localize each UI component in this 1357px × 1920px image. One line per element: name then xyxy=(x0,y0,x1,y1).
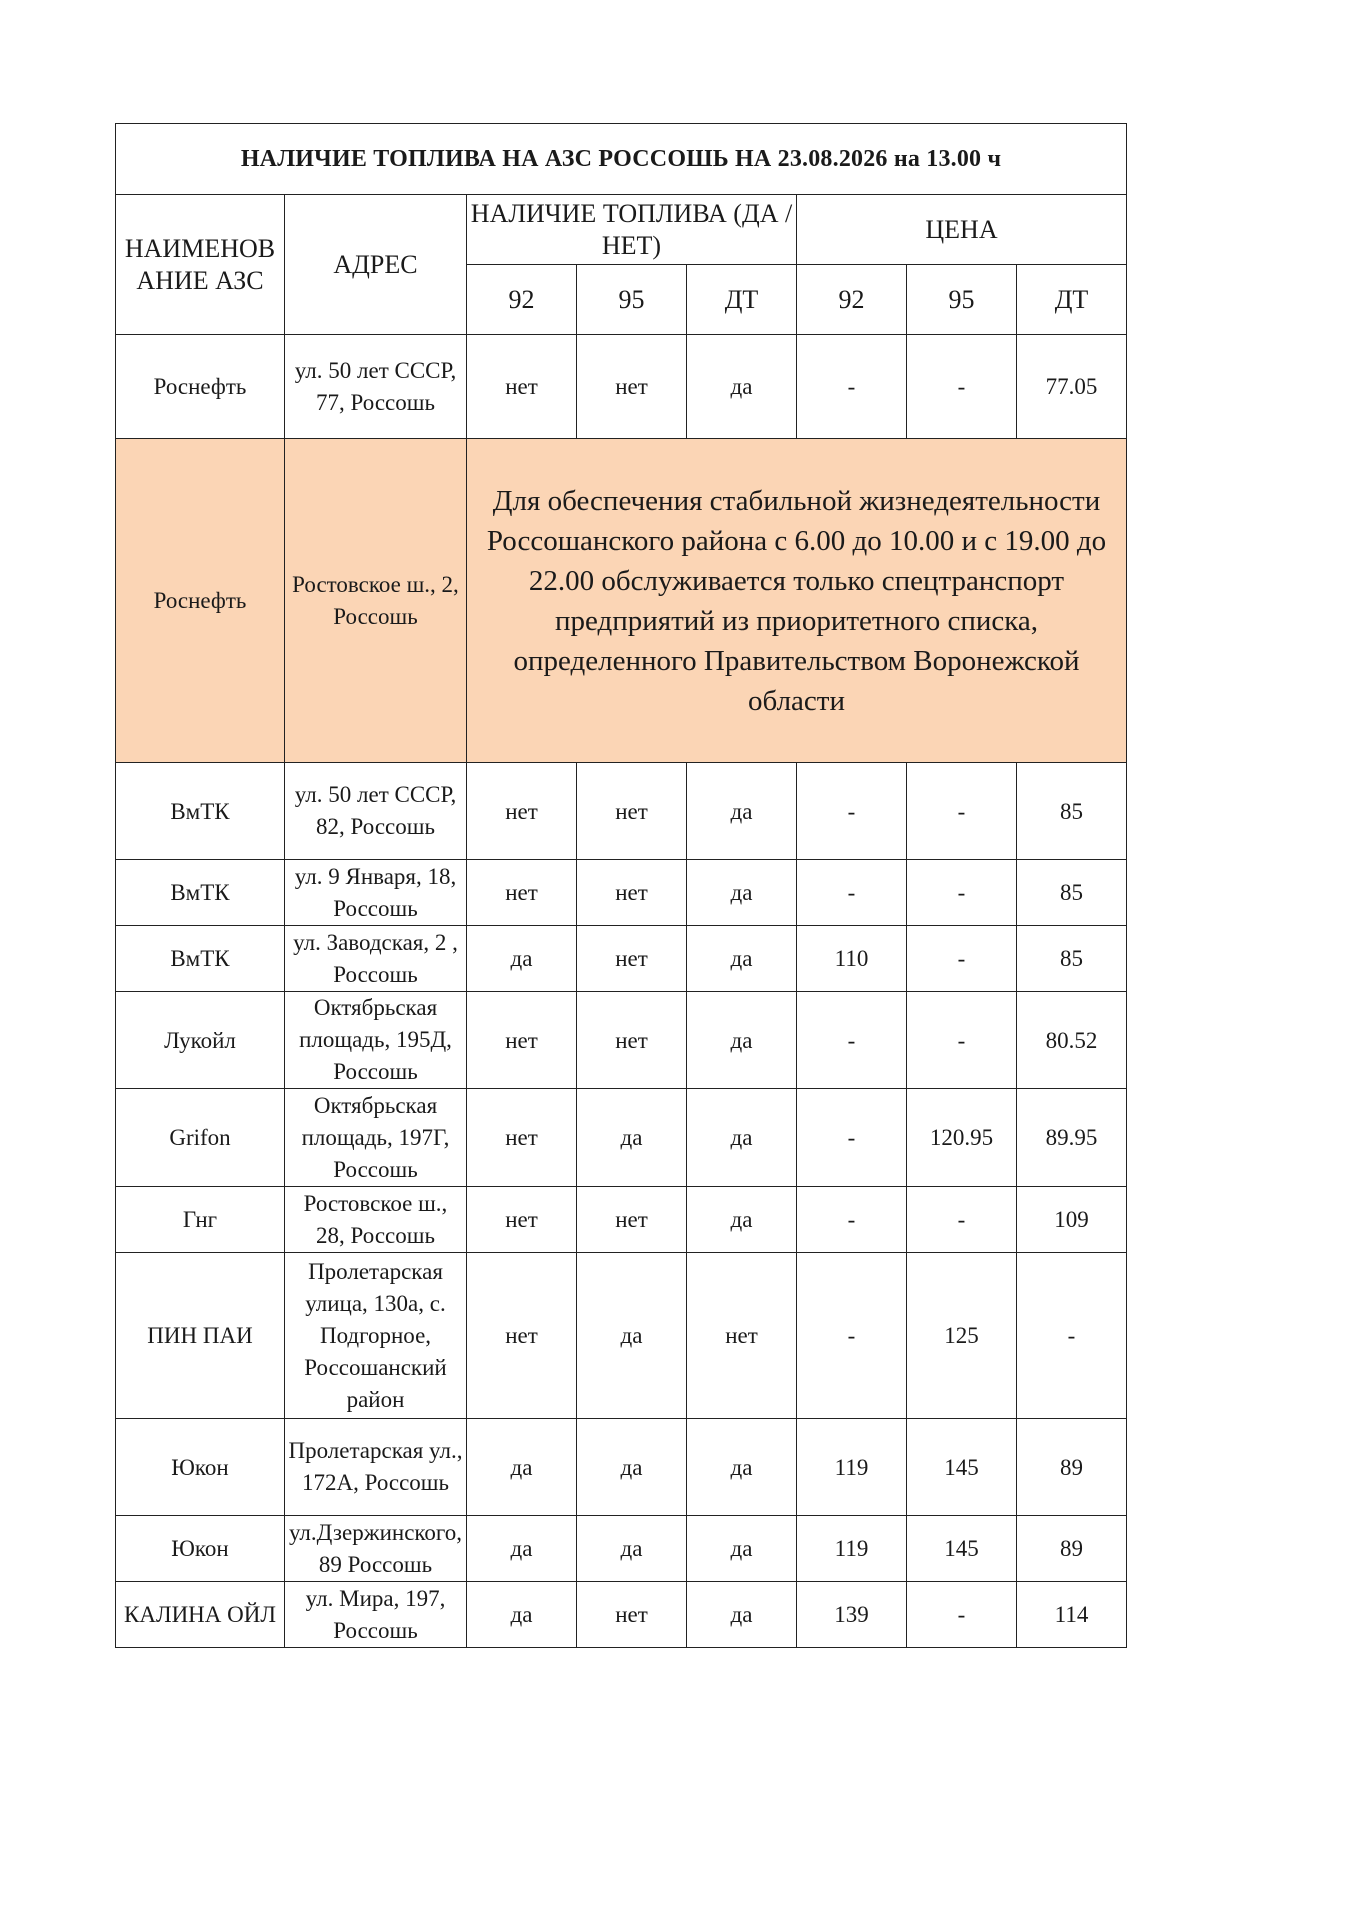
cell-avail-95: нет xyxy=(577,1582,687,1648)
cell-price-92: - xyxy=(797,860,907,926)
station-name: Лукойл xyxy=(116,992,285,1089)
station-address: Пролетарская улица, 130а, с. Подгорное, Россошанский район xyxy=(285,1253,467,1419)
table-row xyxy=(116,763,1127,860)
subheader-price-95: 95 xyxy=(907,265,1017,335)
station-address: Октябрьская площадь, 197Г, Россошь xyxy=(285,1089,467,1187)
cell-price-95: 120.95 xyxy=(907,1089,1017,1187)
cell-price-92: - xyxy=(797,1253,907,1419)
table-row xyxy=(116,926,1127,992)
cell-avail-dt: да xyxy=(687,335,797,439)
cell-price-dt: 109 xyxy=(1017,1187,1127,1253)
station-address: Ростовское ш., 2, Россошь xyxy=(285,439,467,763)
cell-price-92: 110 xyxy=(797,926,907,992)
service-notice: Для обеспечения стабильной жизнедеятельности Россошанского района с 6.00 до 10.00 и с 19.00 до 22.00 обслуживается только спецтранспорт предприятий из приоритетного списка, определенного Правительством Воронежской области xyxy=(467,439,1127,763)
fuel-table xyxy=(115,123,1127,1648)
station-name: Юкон xyxy=(116,1516,285,1582)
cell-price-92: - xyxy=(797,1187,907,1253)
station-name: Гнг xyxy=(116,1187,285,1253)
subheader-price-92: 92 xyxy=(797,265,907,335)
cell-avail-dt: да xyxy=(687,860,797,926)
cell-price-dt: 89.95 xyxy=(1017,1089,1127,1187)
station-name: ВмТК xyxy=(116,763,285,860)
cell-price-dt: - xyxy=(1017,1253,1127,1419)
cell-price-dt: 85 xyxy=(1017,860,1127,926)
cell-avail-95: нет xyxy=(577,860,687,926)
cell-avail-95: да xyxy=(577,1516,687,1582)
cell-avail-95: нет xyxy=(577,335,687,439)
station-name: КАЛИНА ОЙЛ xyxy=(116,1582,285,1648)
cell-price-95: 145 xyxy=(907,1516,1017,1582)
cell-avail-92: нет xyxy=(467,1187,577,1253)
table-row xyxy=(116,1253,1127,1419)
cell-avail-dt: да xyxy=(687,763,797,860)
cell-price-95: 125 xyxy=(907,1253,1017,1419)
cell-price-95: - xyxy=(907,926,1017,992)
header-address: АДРЕС xyxy=(285,195,467,335)
cell-avail-95: да xyxy=(577,1089,687,1187)
cell-avail-92: да xyxy=(467,926,577,992)
cell-avail-92: да xyxy=(467,1419,577,1516)
cell-avail-95: нет xyxy=(577,763,687,860)
header-station-name: НАИМЕНОВАНИЕ АЗС xyxy=(116,195,285,335)
table-row xyxy=(116,860,1127,926)
station-address: Октябрьская площадь, 195Д, Россошь xyxy=(285,992,467,1089)
table-row xyxy=(116,1419,1127,1516)
cell-avail-92: да xyxy=(467,1582,577,1648)
cell-avail-92: нет xyxy=(467,335,577,439)
station-name: Юкон xyxy=(116,1419,285,1516)
cell-avail-dt: да xyxy=(687,1419,797,1516)
subheader-avail-92: 92 xyxy=(467,265,577,335)
cell-avail-dt: да xyxy=(687,1187,797,1253)
cell-price-dt: 114 xyxy=(1017,1582,1127,1648)
cell-avail-95: да xyxy=(577,1419,687,1516)
subheader-avail-95: 95 xyxy=(577,265,687,335)
header-price: ЦЕНА xyxy=(797,195,1127,265)
cell-price-95: 145 xyxy=(907,1419,1017,1516)
subheader-price-dt: ДТ xyxy=(1017,265,1127,335)
cell-avail-dt: нет xyxy=(687,1253,797,1419)
table-row xyxy=(116,335,1127,439)
station-address: ул.Дзержинского, 89 Россошь xyxy=(285,1516,467,1582)
cell-price-95: - xyxy=(907,860,1017,926)
table-title: НАЛИЧИЕ ТОПЛИВА НА АЗС РОССОШЬ НА 23.08.2026 на 13.00 ч xyxy=(116,124,1127,195)
cell-avail-95: нет xyxy=(577,992,687,1089)
cell-avail-dt: да xyxy=(687,1516,797,1582)
cell-price-92: 119 xyxy=(797,1516,907,1582)
cell-price-95: - xyxy=(907,992,1017,1089)
header-row xyxy=(116,195,1127,265)
cell-avail-92: нет xyxy=(467,860,577,926)
station-address: ул. 50 лет СССР, 82, Россошь xyxy=(285,763,467,860)
cell-avail-92: да xyxy=(467,1516,577,1582)
station-name: ВмТК xyxy=(116,926,285,992)
table-row xyxy=(116,1089,1127,1187)
station-address: ул. Заводская, 2 , Россошь xyxy=(285,926,467,992)
cell-price-92: 119 xyxy=(797,1419,907,1516)
cell-price-92: - xyxy=(797,335,907,439)
fuel-availability-sheet xyxy=(115,123,1126,1648)
table-row xyxy=(116,1516,1127,1582)
cell-price-95: - xyxy=(907,1582,1017,1648)
cell-avail-dt: да xyxy=(687,992,797,1089)
station-address: ул. Мира, 197, Россошь xyxy=(285,1582,467,1648)
station-name: ВмТК xyxy=(116,860,285,926)
cell-price-95: - xyxy=(907,335,1017,439)
subheader-avail-dt: ДТ xyxy=(687,265,797,335)
cell-price-dt: 89 xyxy=(1017,1419,1127,1516)
station-name: Роснефть xyxy=(116,439,285,763)
station-address: Ростовское ш., 28, Россошь xyxy=(285,1187,467,1253)
station-address: Пролетарская ул., 172А, Россошь xyxy=(285,1419,467,1516)
title-row xyxy=(116,124,1127,195)
notice-row xyxy=(116,439,1127,763)
cell-avail-dt: да xyxy=(687,1582,797,1648)
cell-price-92: - xyxy=(797,763,907,860)
station-name: ПИН ПАИ xyxy=(116,1253,285,1419)
cell-price-dt: 77.05 xyxy=(1017,335,1127,439)
cell-price-92: 139 xyxy=(797,1582,907,1648)
cell-avail-92: нет xyxy=(467,763,577,860)
cell-price-95: - xyxy=(907,763,1017,860)
cell-avail-dt: да xyxy=(687,1089,797,1187)
cell-avail-92: нет xyxy=(467,1089,577,1187)
table-row xyxy=(116,1582,1127,1648)
cell-avail-92: нет xyxy=(467,1253,577,1419)
cell-price-dt: 80.52 xyxy=(1017,992,1127,1089)
table-row xyxy=(116,1187,1127,1253)
cell-avail-92: нет xyxy=(467,992,577,1089)
cell-price-dt: 85 xyxy=(1017,926,1127,992)
cell-avail-95: нет xyxy=(577,926,687,992)
station-address: ул. 9 Января, 18, Россошь xyxy=(285,860,467,926)
cell-avail-95: нет xyxy=(577,1187,687,1253)
cell-avail-95: да xyxy=(577,1253,687,1419)
header-availability: НАЛИЧИЕ ТОПЛИВА (ДА / НЕТ) xyxy=(467,195,797,265)
station-name: Роснефть xyxy=(116,335,285,439)
cell-avail-dt: да xyxy=(687,926,797,992)
table-row xyxy=(116,992,1127,1089)
cell-price-dt: 85 xyxy=(1017,763,1127,860)
cell-price-dt: 89 xyxy=(1017,1516,1127,1582)
cell-price-92: - xyxy=(797,1089,907,1187)
station-name: Grifon xyxy=(116,1089,285,1187)
cell-price-92: - xyxy=(797,992,907,1089)
station-address: ул. 50 лет СССР, 77, Россошь xyxy=(285,335,467,439)
cell-price-95: - xyxy=(907,1187,1017,1253)
